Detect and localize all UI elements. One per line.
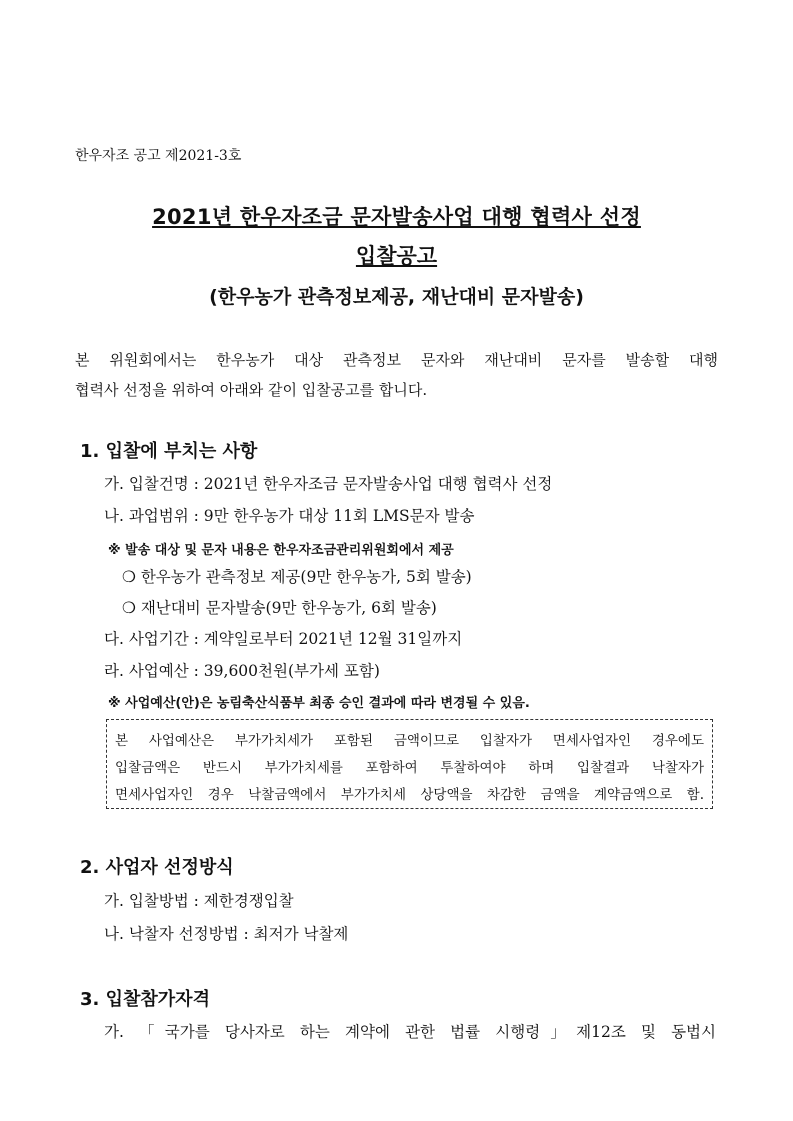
budget-item: 라. 사업예산 : 39,600천원(부가세 포함) xyxy=(104,662,380,680)
document-title-line2: 입찰공고 xyxy=(355,244,438,268)
period-item: 다. 사업기간 : 계약일로부터 2021년 12월 31일까지 xyxy=(104,630,463,648)
notice-number: 한우자조 공고 제2021-3호 xyxy=(75,148,242,164)
section-heading-2: 2. 사업자 선정방식 xyxy=(80,857,234,878)
box-line-2: 입찰금액은 반드시 부가가치세를 포함하여 투찰하여야 하며 입찰결과 낙찰자가 xyxy=(115,760,704,776)
note-provider: ※ 발송 대상 및 문자 내용은 한우자조금관리위원회에서 제공 xyxy=(108,543,454,558)
section-heading-3: 3. 입찰참가자격 xyxy=(80,989,210,1010)
box-line-3: 면세사업자인 경우 낙찰금액에서 부가가치세 상당액을 차감한 금액을 계약금액으로 함. xyxy=(115,787,704,803)
document-title: 2021년 한우자조금 문자발송사업 대행 협력사 선정 xyxy=(152,205,641,229)
box-line-1: 본 사업예산은 부가가치세가 포함된 금액이므로 입찰자가 면세사업자인 경우에도 xyxy=(115,733,704,749)
scope-item: 나. 과업범위 : 9만 한우농가 대상 11회 LMS문자 발송 xyxy=(104,507,475,525)
sub-item-observation: ❍ 한우농가 관측정보 제공(9만 한우농가, 5회 발송) xyxy=(122,568,472,586)
eligibility-item: 가. 「국가를 당사자로 하는 계약에 관한 법률 시행령」제12조 및 동법시 xyxy=(104,1023,716,1041)
bid-title-item: 가. 입찰건명 : 2021년 한우자조금 문자발송사업 대행 협력사 선정 xyxy=(104,475,553,493)
note-budget-change: ※ 사업예산(안)은 농림축산식품부 최종 승인 결과에 따라 변경될 수 있음. xyxy=(108,696,530,711)
bid-method-item: 가. 입찰방법 : 제한경쟁입찰 xyxy=(104,892,294,910)
intro-paragraph-line1: 본 위원회에서는 한우농가 대상 관측정보 문자와 재난대비 문자를 발송할 대행 xyxy=(75,351,718,369)
intro-paragraph-line2: 협력사 선정을 위하여 아래와 같이 입찰공고를 합니다. xyxy=(75,381,428,399)
section-heading-1: 1. 입찰에 부치는 사항 xyxy=(80,441,258,462)
budget-notice-box xyxy=(106,719,713,809)
winner-method-item: 나. 낙찰자 선정방법 : 최저가 낙찰제 xyxy=(104,925,349,943)
document-subtitle: (한우농가 관측정보제공, 재난대비 문자발송) xyxy=(209,286,584,308)
sub-item-disaster: ❍ 재난대비 문자발송(9만 한우농가, 6회 발송) xyxy=(122,599,437,617)
